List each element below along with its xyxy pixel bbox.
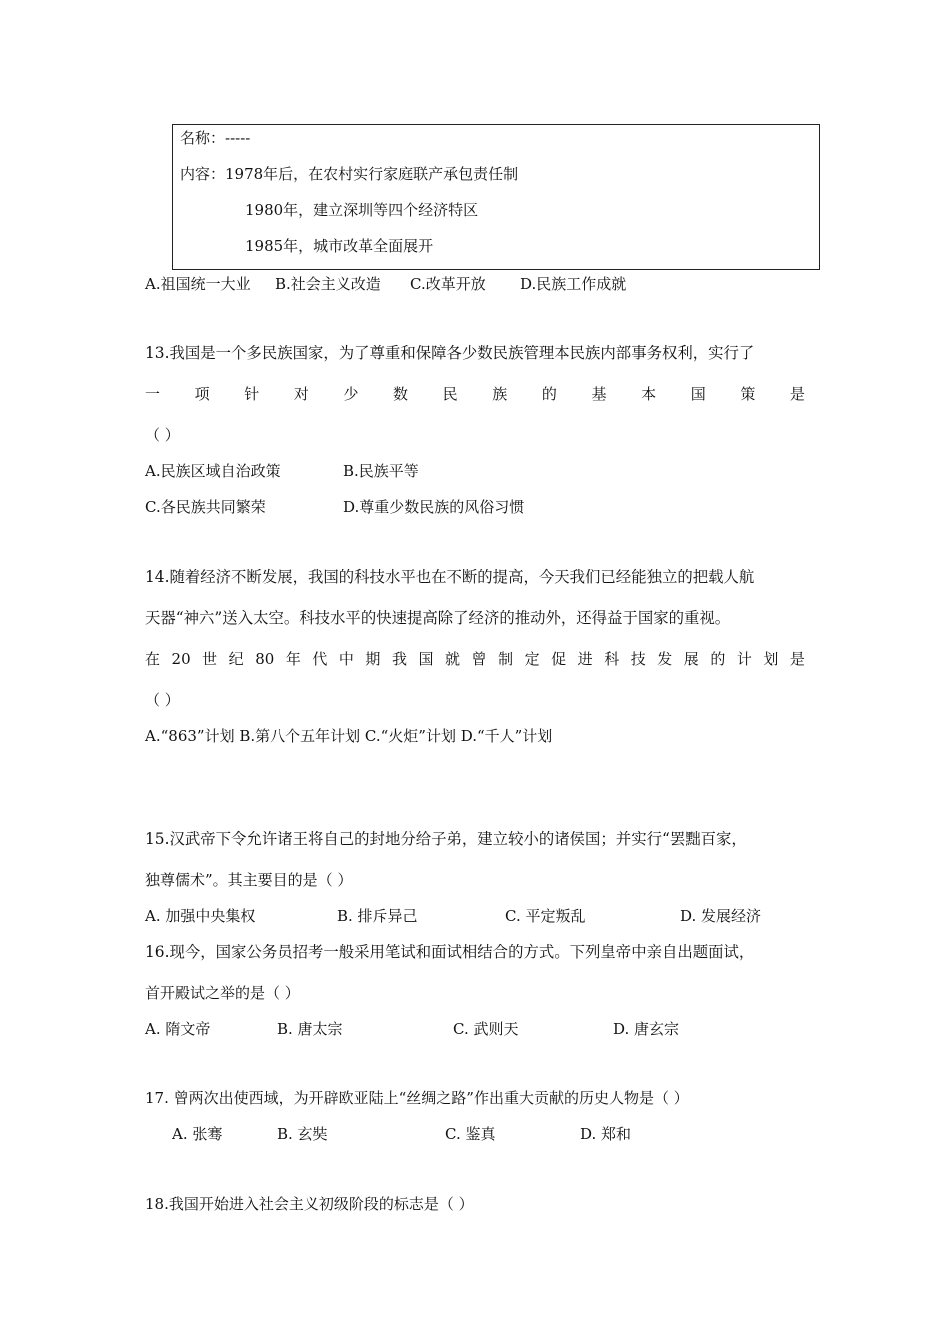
q14-stem-line: 天器“神六”送入太空。科技水平的快速提高除了经济的推动外，还得益于国家的重视。 (145, 609, 731, 627)
q14-char: 定 (524, 650, 540, 668)
q13-option-b[interactable]: B.民族平等 (343, 462, 419, 480)
q16-stem-line: 16.现今，国家公务员招考一般采用笔试和面试相结合的方式。下列皇帝中亲自出题面试， (145, 943, 755, 961)
q13-char: 针 (244, 385, 260, 403)
q14-char: 促 (551, 650, 567, 668)
material-name-line: 名称：----- (180, 129, 251, 147)
q14-char: 80 (255, 650, 275, 668)
q12-option-c[interactable]: C.改革开放 (410, 275, 486, 293)
q14-stem-line-justified (145, 649, 805, 669)
q14-char: 展 (683, 650, 699, 668)
q15-stem-line: 15.汉武帝下令允许诸王将自己的封地分给子弟，建立较小的诸侯国；并实行“罢黜百家， (145, 830, 747, 848)
q16-option-a[interactable]: A. 隋文帝 (145, 1020, 211, 1038)
q13-char: 项 (194, 385, 210, 403)
q13-char: 是 (789, 385, 805, 403)
q13-option-c[interactable]: C.各民族共同繁荣 (145, 498, 266, 516)
q14-char: 曾 (471, 650, 487, 668)
q13-char: 数 (393, 385, 409, 403)
q13-char: 的 (541, 385, 557, 403)
q17-option-c[interactable]: C. 鉴真 (445, 1125, 496, 1143)
q17-option-b[interactable]: B. 玄奘 (277, 1125, 328, 1143)
q13-option-d[interactable]: D.尊重少数民族的风俗习惯 (343, 498, 525, 516)
q18-stem-line: 18.我国开始进入社会主义初级阶段的标志是（ ） (145, 1195, 474, 1213)
q13-stem-line-justified (145, 384, 805, 404)
q13-stem-line: 13.我国是一个多民族国家，为了尊重和保障各少数民族管理本民族内部事务权利，实行了 (145, 344, 755, 362)
q14-char: 国 (418, 650, 434, 668)
q14-char: 在 (145, 650, 161, 668)
q14-char: 代 (312, 650, 328, 668)
q14-char: 的 (710, 650, 726, 668)
q17-option-d[interactable]: D. 郑和 (580, 1125, 632, 1143)
q13-answer-paren[interactable]: （ ） (145, 426, 180, 444)
q12-option-d[interactable]: D.民族工作成就 (520, 275, 627, 293)
q17-option-a[interactable]: A. 张骞 (172, 1125, 223, 1143)
q13-char: 族 (492, 385, 508, 403)
q13-char: 基 (591, 385, 607, 403)
q14-char: 年 (285, 650, 301, 668)
q15-option-d[interactable]: D. 发展经济 (680, 907, 762, 925)
q12-option-a[interactable]: A.祖国统一大业 (145, 275, 251, 293)
q13-char: 少 (343, 385, 359, 403)
material-content-line: 内容：1978年后，在农村实行家庭联产承包责任制 (180, 165, 519, 183)
q15-stem-line: 独尊儒术”。其主要目的是（ ） (145, 871, 353, 889)
q15-option-b[interactable]: B. 排斥异己 (337, 907, 418, 925)
q14-char: 我 (391, 650, 407, 668)
q16-option-d[interactable]: D. 唐玄宗 (613, 1020, 680, 1038)
q16-stem-line: 首开殿试之举的是（ ） (145, 984, 300, 1002)
q13-char: 对 (293, 385, 309, 403)
q14-char: 进 (577, 650, 593, 668)
q16-option-c[interactable]: C. 武则天 (453, 1020, 519, 1038)
q14-char: 是 (789, 650, 805, 668)
q14-char: 制 (498, 650, 514, 668)
q14-char: 计 (736, 650, 752, 668)
q14-stem-line: 14.随着经济不断发展，我国的科技水平也在不断的提高，今天我们已经能独立的把载人航 (145, 568, 755, 586)
q14-char: 技 (630, 650, 646, 668)
q12-option-b[interactable]: B.社会主义改造 (275, 275, 381, 293)
q14-char: 期 (365, 650, 381, 668)
q14-char: 发 (657, 650, 673, 668)
q14-char: 20 (171, 650, 191, 668)
q14-char: 划 (763, 650, 779, 668)
q15-option-c[interactable]: C. 平定叛乱 (505, 907, 586, 925)
q13-char: 国 (690, 385, 706, 403)
q14-char: 科 (604, 650, 620, 668)
q14-char: 就 (445, 650, 461, 668)
q14-char: 世 (202, 650, 218, 668)
q16-option-b[interactable]: B. 唐太宗 (277, 1020, 343, 1038)
q14-answer-paren[interactable]: （ ） (145, 691, 180, 709)
q17-stem-line: 17. 曾两次出使西域，为开辟欧亚陆上“丝绸之路”作出重大贡献的历史人物是（ ） (145, 1089, 689, 1107)
q13-char: 策 (740, 385, 756, 403)
material-content-line: 1980年，建立深圳等四个经济特区 (245, 201, 479, 219)
q14-char: 中 (338, 650, 354, 668)
q15-option-a[interactable]: A. 加强中央集权 (145, 907, 256, 925)
q13-char: 民 (442, 385, 458, 403)
material-content-line: 1985年，城市改革全面展开 (245, 237, 434, 255)
q13-char: 本 (641, 385, 657, 403)
q13-option-a[interactable]: A.民族区域自治政策 (145, 462, 281, 480)
q14-options[interactable]: A.“863”计划 B.第八个五年计划 C.“火炬”计划 D.“千人”计划 (145, 727, 553, 745)
q14-char: 纪 (228, 650, 244, 668)
q13-char: 一 (145, 385, 161, 403)
